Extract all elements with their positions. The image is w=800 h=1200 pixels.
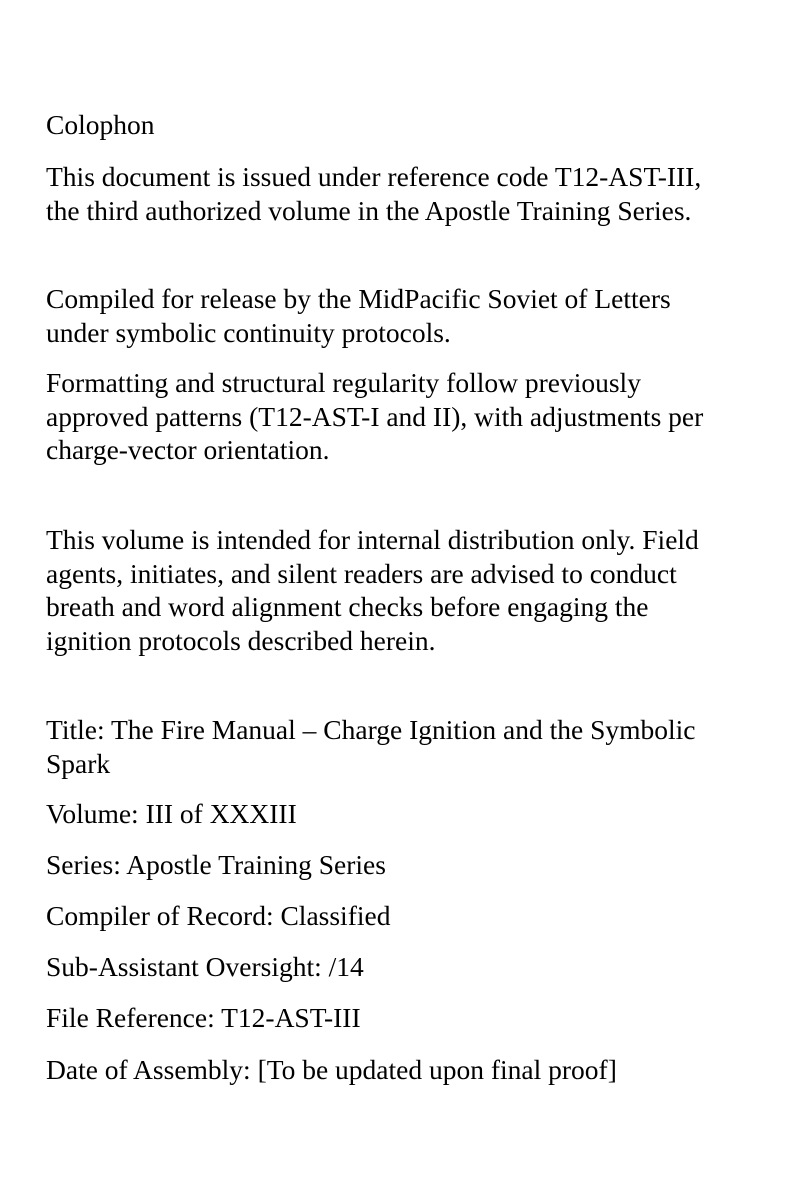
- file-reference-field: File Reference: T12-AST-III: [46, 1002, 361, 1033]
- paragraph-line: the third authorized volume in the Apostle Training Series.: [46, 194, 692, 226]
- compiler-field: Compiler of Record: Classified: [46, 900, 391, 931]
- paragraph-line: breath and word alignment checks before engaging the: [46, 591, 649, 622]
- title-line: Spark: [46, 747, 111, 779]
- paragraph-line: approved patterns (T12-AST-I and II), with adjustments per: [46, 400, 704, 432]
- reference-paragraph: [46, 160, 766, 227]
- paragraph-line: This volume is intended for internal distribution only. Field: [46, 524, 699, 555]
- paragraph-line: under symbolic continuity protocols.: [46, 316, 451, 348]
- paragraph-line: Formatting and structural regularity follow previously: [46, 367, 641, 398]
- series-field: Series: Apostle Training Series: [46, 849, 386, 880]
- colophon-heading: Colophon: [46, 109, 155, 140]
- paragraph-line: agents, initiates, and silent readers are advised to conduct: [46, 557, 677, 589]
- title-line: Title: The Fire Manual – Charge Ignition and the Symbolic: [46, 714, 696, 745]
- paragraph-line: Compiled for release by the MidPacific Soviet of Letters: [46, 283, 671, 314]
- date-of-assembly-field: Date of Assembly: [To be updated upon final proof]: [46, 1054, 617, 1085]
- volume-field: Volume: III of XXXIII: [46, 798, 297, 829]
- title-field: [46, 713, 766, 780]
- formatting-paragraph: [46, 366, 766, 467]
- paragraph-line: This document is issued under reference code T12-AST-III,: [46, 161, 702, 192]
- oversight-field: Sub-Assistant Oversight: /14: [46, 951, 364, 982]
- paragraph-line: charge-vector orientation.: [46, 434, 330, 465]
- compiled-paragraph: [46, 282, 766, 349]
- distribution-paragraph: [46, 523, 766, 657]
- paragraph-line: ignition protocols described herein.: [46, 624, 436, 656]
